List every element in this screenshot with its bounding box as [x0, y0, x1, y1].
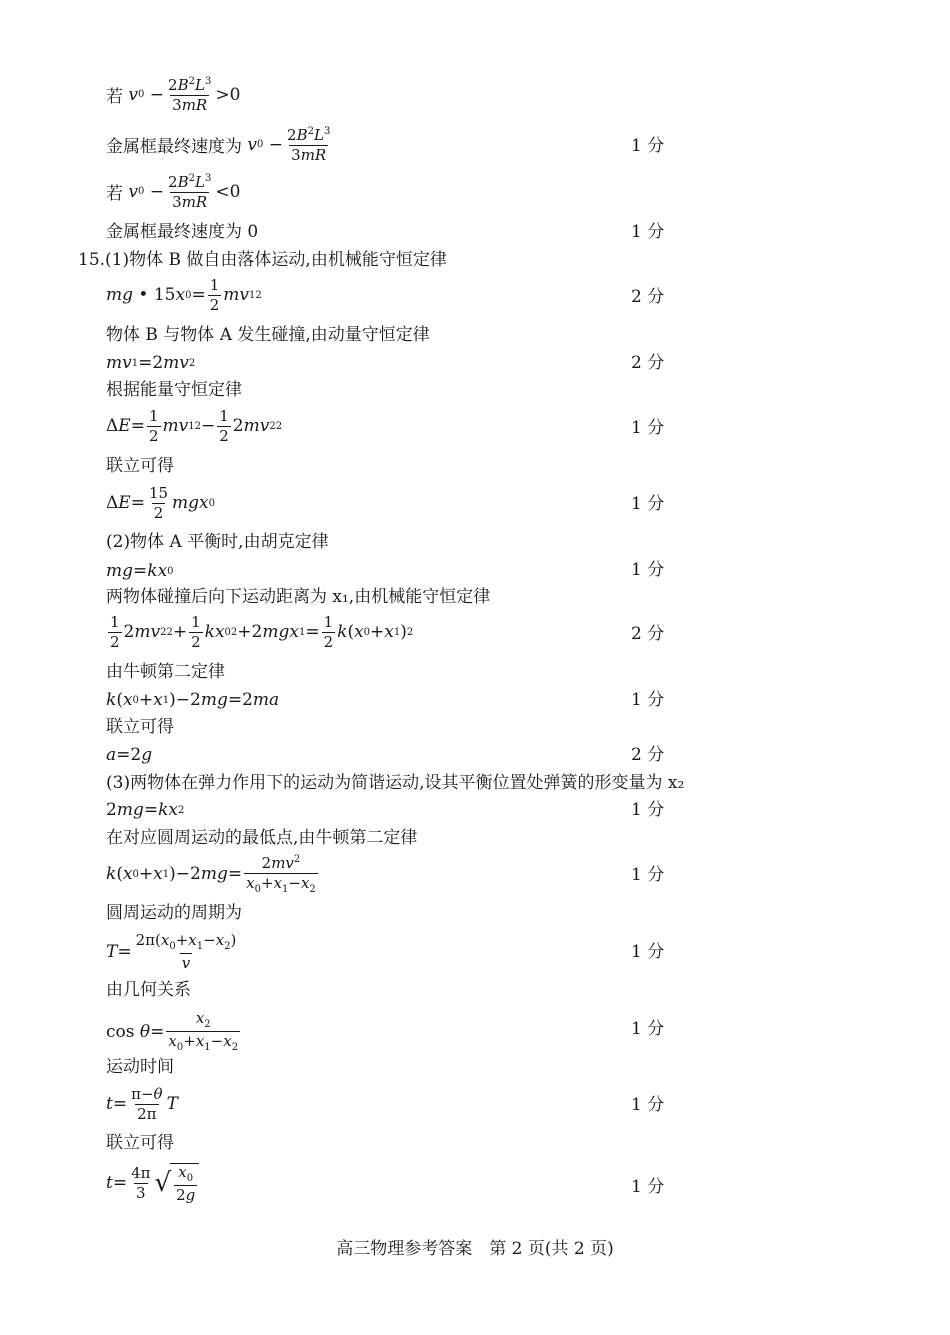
- score: 1 分: [631, 800, 665, 820]
- formula-equilibrium: 2 mg = kx 2: [106, 800, 185, 820]
- text-line: 金属框最终速度为 0: [106, 222, 259, 242]
- text-line: 根据能量守恒定律: [106, 380, 242, 400]
- text-line: 联立可得: [106, 717, 174, 737]
- text-line: 两物体碰撞后向下运动距离为 x₁,由机械能守恒定律: [106, 587, 491, 607]
- formula-delta-e-result: Δ E = $\frac{15}{2}$ mgx 0: [106, 484, 216, 522]
- question-heading: 15.(1)物体 B 做自由落体运动,由机械能守恒定律: [78, 250, 447, 270]
- text-line: (2)物体 A 平衡时,由胡克定律: [106, 532, 329, 552]
- formula-cos-theta: cos θ = $\frac{x_2}{x_0+x_1-x_2}$: [106, 1009, 239, 1053]
- score: 1 分: [631, 418, 665, 438]
- score: 1 分: [631, 136, 665, 156]
- page-footer: 高三物理参考答案 第 2 页(共 2 页): [336, 1239, 614, 1259]
- text-line: 物体 B 与物体 A 发生碰撞,由动量守恒定律: [106, 325, 430, 345]
- formula-energy-loss: Δ E = $\frac{1}{2}$ mv 1 2 − $\frac{1}{2}$ 2 mv 2 2: [106, 407, 283, 445]
- text-line: 联立可得: [106, 1133, 174, 1153]
- condition-less: 若 v 0 − $\frac{2B^2L^3}{3mR}$ <0: [106, 173, 241, 211]
- text-line: 圆周运动的周期为: [106, 903, 242, 923]
- formula-period: T = $\frac{2\pi(x_0+x_1-x_2)}{v}$: [106, 931, 237, 972]
- text-line: 在对应圆周运动的最低点,由牛顿第二定律: [106, 828, 418, 848]
- formula-circular-newton: k ( x 0 + x 1 )−2 mg = $\frac{2mv^2}{x_0+x_1-x_2}$: [106, 854, 316, 895]
- text-line: 由牛顿第二定律: [106, 662, 225, 682]
- score: 1 分: [631, 1095, 665, 1115]
- formula-time: t = $\frac{\pi-\theta}{2\pi}$ T: [106, 1085, 178, 1123]
- score: 1 分: [631, 1019, 665, 1039]
- text-line: (3)两物体在弹力作用下的运动为简谐运动,设其平衡位置处弹簧的形变量为 x₂: [106, 773, 685, 793]
- score: 1 分: [631, 494, 665, 514]
- final-speed-formula: 金属框最终速度为 v 0 − $\frac{2B^2L^3}{3mR}$: [106, 126, 331, 164]
- score: 1 分: [631, 942, 665, 962]
- score: 1 分: [631, 1177, 665, 1197]
- score: 2 分: [631, 287, 665, 307]
- word-if: 若: [106, 87, 123, 107]
- score: 2 分: [631, 624, 665, 644]
- formula-energy-compression: $\frac{1}{2}$ 2 mv 2 2 + $\frac{1}{2}$ kx 0 2 +2 mgx 1 = $\frac{1}{2}$ k ( x 0 + x 1 ) 2: [110, 613, 414, 651]
- formula-hooke: mg = kx 0: [106, 561, 174, 581]
- formula-momentum: mv 1 =2 mv 2: [106, 353, 196, 373]
- sqrt-symbol: √ $\frac{x_0}{2g}$: [155, 1163, 200, 1204]
- score: 1 分: [631, 560, 665, 580]
- text-line: 运动时间: [106, 1057, 174, 1077]
- formula-time-result: t = $\frac{4\pi}{3}$ √ $\frac{x_0}{2g}$: [106, 1163, 199, 1204]
- text-line: 联立可得: [106, 456, 174, 476]
- word-if: 若: [106, 184, 123, 204]
- score: 2 分: [631, 745, 665, 765]
- score: 1 分: [631, 865, 665, 885]
- score: 2 分: [631, 353, 665, 373]
- formula-energy-fall: mg • 15 x 0 = $\frac{1}{2}$ mv 1 2: [106, 276, 262, 314]
- condition-greater: 若 v 0 − $\frac{2B^2L^3}{3mR}$ >0: [106, 76, 241, 114]
- formula-acceleration: a =2 g: [106, 745, 153, 765]
- score: 1 分: [631, 222, 665, 242]
- formula-newton: k ( x 0 + x 1 )−2 mg =2 ma: [106, 690, 280, 710]
- text-line: 由几何关系: [106, 980, 191, 1000]
- final-speed-label: 金属框最终速度为: [106, 137, 242, 157]
- score: 1 分: [631, 690, 665, 710]
